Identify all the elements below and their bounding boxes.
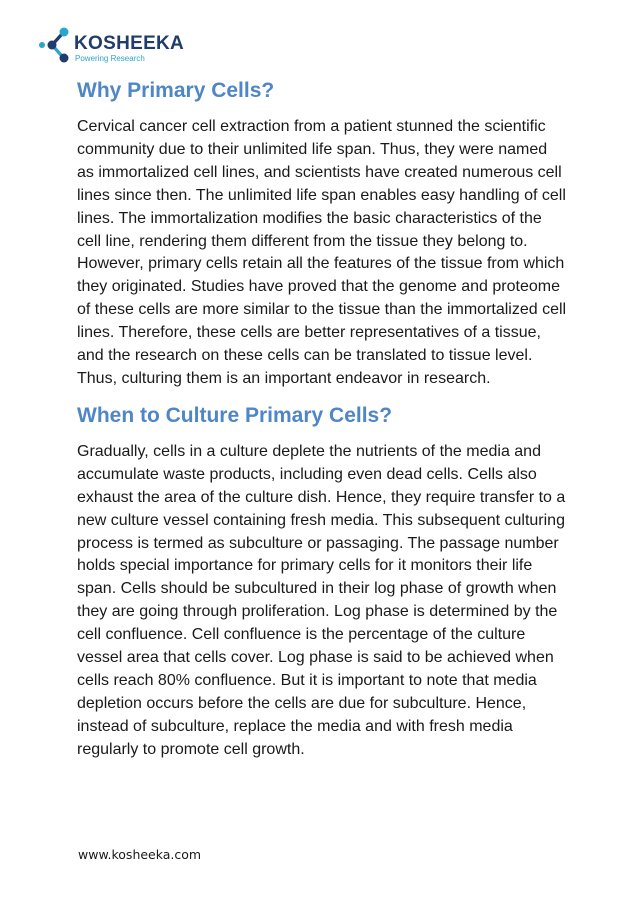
article-content [77,78,567,762]
footer-url[interactable]: www.kosheeka.com [78,847,202,862]
brand-tagline: Powering Research [75,54,145,63]
section-body-why-primary-cells: Cervical cancer cell extraction from a patient stunned the scientific community due to their unlimited life span. Thus, they were named as immortalized cell lines, and scientists have created numerous cell lines since then. The unlimited life span enables easy handling of cell lines. The immortalization modifies the basic characteristics of the cell line, rendering them different from the tissue they belong to. However, primary cells retain all the features of the tissue from which they originated. Studies have proved that the genome and proteome of these cells are more similar to the tissue than the immortalized cell lines. Therefore, these cells are better representatives of a tissue, and the research on these cells can be translated to tissue level. Thus, culturing them is an important endeavor in research. [77,118,567,387]
kosheeka-logo-icon [38,24,78,66]
brand-logo [38,24,228,66]
section-heading-why-primary-cells: Why Primary Cells? [77,79,275,102]
section-heading-when-to-culture: When to Culture Primary Cells? [77,403,393,427]
section-body-when-to-culture: Gradually, cells in a culture deplete the nutrients of the media and accumulate waste products, including even dead cells. Cells also exhaust the area of the culture dish. Hence, they require transfer to a new culture vessel containing fresh media. This subsequent culturing process is termed as subculture or passaging. The passage number holds special importance for primary cells for it monitors their life span. Cells should be subcultured in their log phase of growth when they are going through proliferation. Log phase is determined by the cell confluence. Cell confluence is the percentage of the culture vessel area that cells cover. Log phase is said to be achieved when cells reach 80% confluence. But it is important to note that media depletion occurs before the cells are due for subculture. Hence, instead of subculture, replace the media and with fresh media regularly to promote cell growth. [77,442,566,758]
brand-name: KOSHEEKA [74,33,185,54]
